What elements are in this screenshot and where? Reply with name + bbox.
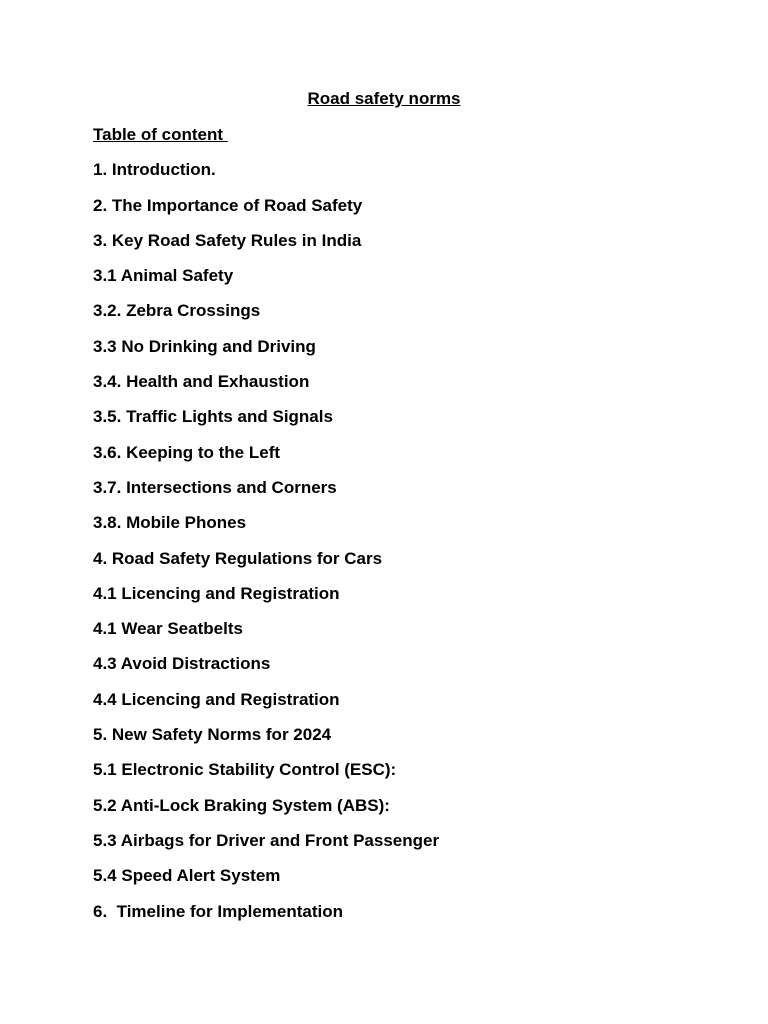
toc-heading: Table of content [93,125,228,144]
toc-item: 4. Road Safety Regulations for Cars [93,548,383,568]
toc-item: 4.1 Wear Seatbelts [93,619,243,639]
toc-item: 3.6. Keeping to the Left [93,442,281,462]
toc-item: 3.1 Animal Safety [93,266,234,286]
toc-item: 5.1 Electronic Stability Control (ESC): [93,760,397,780]
toc-item: 3. Key Road Safety Rules in India [93,230,362,250]
toc-item: 5. New Safety Norms for 2024 [93,725,332,745]
toc-item: 4.4 Licencing and Registration [93,689,340,709]
toc-item: 5.2 Anti-Lock Braking System (ABS): [93,795,390,815]
toc-item: 3.8. Mobile Phones [93,513,247,533]
toc-item: 3.3 No Drinking and Driving [93,336,316,356]
document-title: Road safety norms [307,89,461,108]
toc-item: 5.3 Airbags for Driver and Front Passenger [93,830,440,850]
toc-item: 3.5. Traffic Lights and Signals [93,407,333,427]
toc-item: 2. The Importance of Road Safety [93,195,363,215]
toc-item: 5.4 Speed Alert System [93,866,281,886]
toc-item: 4.1 Licencing and Registration [93,583,340,603]
toc-item: 3.7. Intersections and Corners [93,477,337,497]
toc-item: 3.2. Zebra Crossings [93,301,261,321]
toc-item: 4.3 Avoid Distractions [93,654,271,674]
toc-item: 1. Introduction. [93,160,216,180]
toc-list [93,159,693,936]
table-of-contents [93,124,693,936]
toc-item: 3.4. Health and Exhaustion [93,372,310,392]
toc-item: 6. Timeline for Implementation [93,901,344,921]
